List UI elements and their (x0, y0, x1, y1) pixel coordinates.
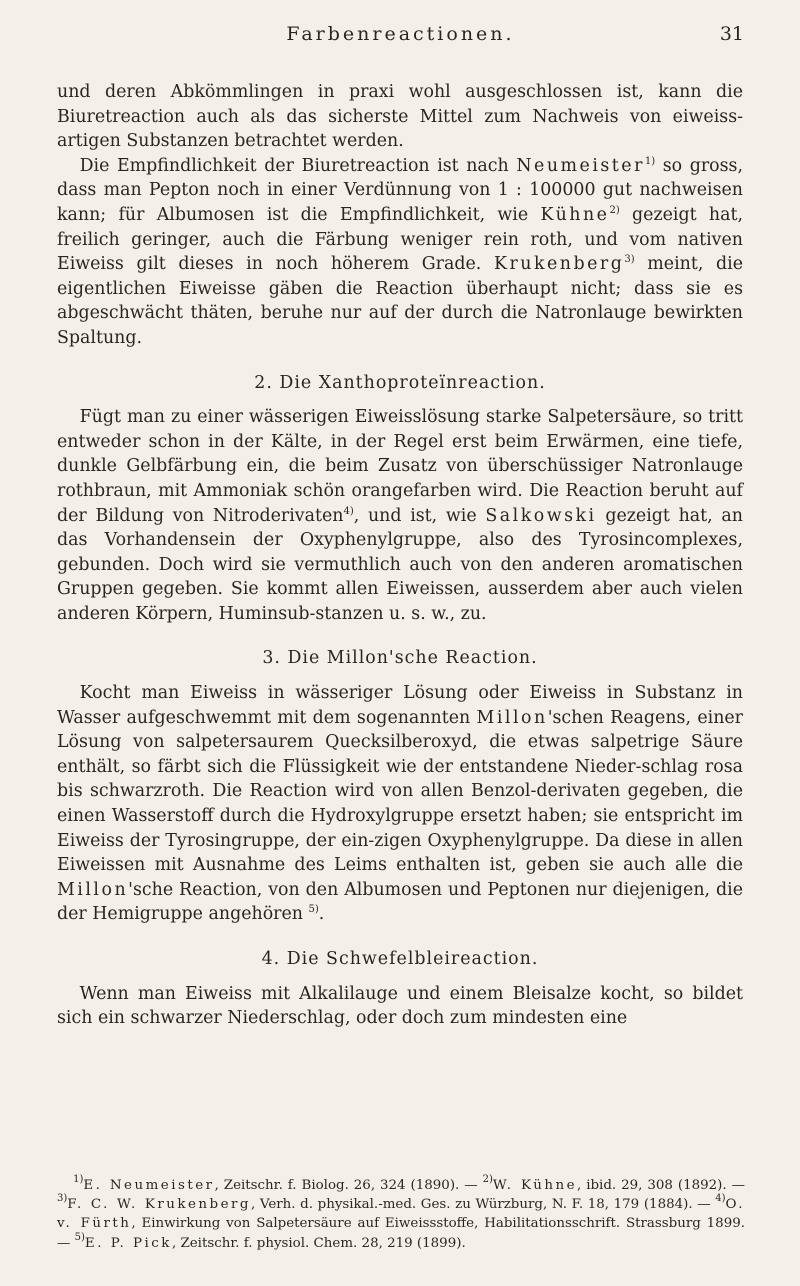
author-name: Salkowski (485, 505, 597, 526)
body-text (57, 80, 743, 1031)
author-name: Millon (476, 707, 548, 728)
footnote-mark: 1) (73, 1174, 84, 1185)
footnote-author: F. C. W. Krukenberg (67, 1197, 251, 1213)
footnote-ref: 1) (644, 155, 656, 167)
author-name: Millon (57, 879, 129, 900)
footnote-author: W. Kühne (492, 1178, 577, 1193)
footnote-mark: 2) (482, 1174, 493, 1185)
footnote-ref: 4) (343, 505, 354, 517)
section-heading-xanthoprotein: 2. Die Xanthoproteïnreaction. (254, 372, 546, 393)
paragraph-sulfur-lead: Wenn man Eiweiss mit Alkalilauge und einem Bleisalze kocht, so bildet sich ein schwarzer Niederschlag, oder doch zum mindesten eine (57, 983, 743, 1029)
section-heading-millon: 3. Die Millon'sche Reaction. (262, 648, 538, 669)
paragraph-biuret-sensitivity: Die Empfindlichkeit der Biuretreaction ist nach Neumeister$^{1)}$ so gross, dass man Pepton noch in einer Verdünnung von 1 : 100000 gut nachweisen kann; für Albumosen ist die Empfindlichkeit, wie Kühne$^{2)}$ gezeigt hat, freilich geringer, auch die Färbung weniger rein roth, und vom nativen Eiweiss gilt dieses in noch höherem Grade. Krukenberg$^{3)}$ meint, die eigentlichen Eiweisse gäben die Reaction überhaupt nicht; dass sie es abgeschwächt thäten, beruhe nur auf der durch die Natronlauge bewirkten Spaltung. (57, 155, 744, 348)
author-name: Kühne (540, 204, 610, 225)
footnote-author: E. P. Pick (84, 1235, 172, 1251)
section-heading-sulfur-lead: 4. Die Schwefelbleireaction. (261, 949, 539, 969)
running-title: Farbenreactionen. (286, 23, 515, 45)
footnote-ref: 2) (609, 204, 620, 216)
page-header (57, 20, 744, 50)
footnote-mark: 5) (74, 1231, 85, 1243)
footnote-ref: 5) (308, 904, 319, 916)
paragraph-biuret-conclusion: und deren Abkömmlingen in praxi wohl ausgeschlossen ist, kann die Biuretreaction auch als das sicherste Mittel zum Nachweis von eiweiss-artigen Substanzen betrachtet werden. (57, 82, 743, 152)
footnote-author: O. v. Fürth (57, 1197, 745, 1232)
author-name: Krukenberg (493, 254, 625, 275)
footnote-author: E. Neumeister (83, 1178, 215, 1193)
paragraph-xanthoprotein: Fügt man zu einer wässerigen Eiweisslösung starke Salpetersäure, so tritt entweder schon in der Kälte, in der Regel erst beim Erwärmen, eine tiefe, dunkle Gelbfärbung ein, die beim Zusatz von überschüssiger Natronlauge rothbraun, mit Ammoniak schön orangefarben wird. Die Reaction beruht auf der Bildung von Nitroderivaten$^{4)}$, und ist, wie Salkowski gezeigt hat, an das Vorhandensein der Oxyphenylgruppe, also des Tyrosincomplexes, gebunden. Doch wird sie vermuthlich auch von den anderen aromatischen Gruppen gegeben. Sie kommt allen Eiweissen, ausserdem aber auch vielen anderen Körpern, Huminsub-stanzen u. s. w., zu. (57, 407, 743, 624)
footnote-mark: 3) (57, 1193, 68, 1205)
footnote-ref: 3) (624, 254, 635, 266)
footnote-block: $^{1)}$E. Neumeister, Zeitschr. f. Biolog. 26, 324 (1890). — $^{2)}$W. Kühne, ibid. 29, 308 (1892). — $^{3)}$F. C. W. Krukenberg, Verh. d. physikal.-med. Ges. zu Würzburg, N. F. 18, 179 (1884). — $^{4)}$O. v. Fürth, Einwirkung von Salpetersäure auf Eiweissstoffe, Habilitationsschrift. Strassburg 1899. — $^{5)}$E. P. Pick, Zeitschr. f. physiol. Chem. 28, 219 (1899). (57, 1174, 745, 1251)
author-name: Neumeister (516, 155, 645, 176)
footnote-mark: 4) (715, 1193, 726, 1205)
paragraph-millon: Kocht man Eiweiss in wässeriger Lösung oder Eiweiss in Substanz in Wasser aufgeschwemmt mit dem sogenannten Millon'schen Reagens, einer Lösung von salpetersaurem Quecksilberoxyd, die etwas salpetrige Säure enthält, so färbt sich die Flüssigkeit wie der entstandene Nieder-schlag rosa bis schwarzroth. Die Reaction wird von allen Benzol-derivaten gegeben, die einen Wasserstoff durch die Hydroxylgruppe ersetzt haben; sie entspricht im Eiweiss der Tyrosingruppe, der ein-zigen Oxyphenylgruppe. Da diese in allen Eiweissen mit Ausnahme des Leims enthalten ist, geben sie auch alle die Millon'sche Reaction, von den Albumosen und Peptonen nur diejenigen, die der Hemigruppe angehören $^{5)}$. (57, 683, 743, 925)
page-number: 31 (719, 23, 744, 45)
footnotes (57, 1176, 745, 1253)
